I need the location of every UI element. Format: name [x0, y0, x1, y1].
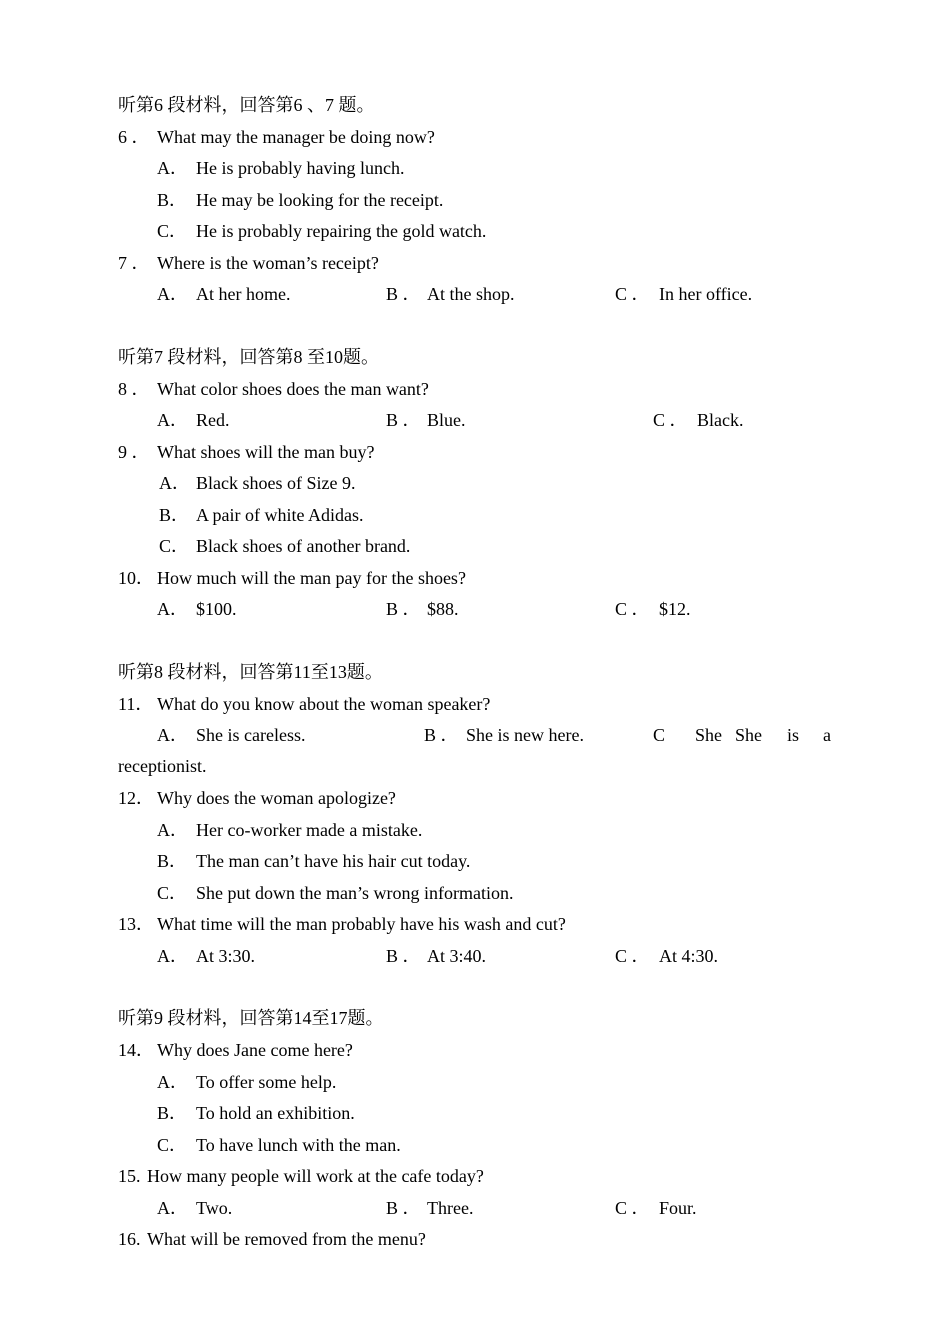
option-text: At 4:30. — [659, 946, 719, 966]
option-text: Red. — [196, 410, 230, 430]
option-text: $88. — [427, 599, 459, 619]
option-text: At 3:30. — [196, 946, 256, 966]
question-text: What shoes will the man buy? — [157, 442, 375, 462]
option-text: At her home. — [196, 284, 291, 304]
option-letter: C． — [157, 1135, 188, 1155]
option-letter: C． — [159, 536, 190, 556]
option-letter: A． — [157, 1198, 188, 1218]
option-text: Three. — [427, 1198, 474, 1218]
option-letter: A． — [159, 473, 190, 493]
option-letter: A． — [157, 599, 188, 619]
option-text: At 3:40. — [427, 946, 487, 966]
option-letter: A． — [157, 725, 188, 745]
option-text: The man can’t have his hair cut today. — [196, 851, 471, 871]
option-letter: C． — [157, 883, 188, 903]
option-letter: A． — [157, 158, 188, 178]
question-text: How many people will work at the cafe today? — [147, 1166, 484, 1186]
option-letter: C ． — [653, 410, 688, 430]
question-number: 10． — [118, 568, 154, 588]
option-text: $12. — [659, 599, 691, 619]
option-letter: B ． — [424, 725, 459, 745]
question-text: Where is the woman’s receipt? — [157, 253, 379, 273]
option-text: Black shoes of Size 9. — [196, 473, 356, 493]
question-number: 15. — [118, 1166, 141, 1186]
option-letter: B． — [157, 190, 188, 210]
question-number: 9 ． — [118, 442, 150, 462]
option-letter: A． — [157, 410, 188, 430]
option-letter: B． — [159, 505, 190, 525]
option-text: He is probably repairing the gold watch. — [196, 221, 487, 241]
option-letter: C ． — [615, 1198, 650, 1218]
question-text: What will be removed from the menu? — [147, 1229, 426, 1249]
option-letter: B ． — [386, 410, 421, 430]
option-text: Blue. — [427, 410, 466, 430]
option-text: To have lunch with the man. — [196, 1135, 401, 1155]
section-heading: 听第7 段材料，回答第8 至10题。 — [118, 347, 379, 367]
question-text: What time will the man probably have his wash and cut? — [157, 914, 566, 934]
option-letter: C — [653, 725, 666, 745]
option-letter: B ． — [386, 946, 421, 966]
section-heading: 听第9 段材料，回答第14至17题。 — [118, 1008, 384, 1028]
option-letter: B ． — [386, 599, 421, 619]
option-text: She is new here. — [466, 725, 584, 745]
question-number: 12． — [118, 788, 154, 808]
option-text: $100. — [196, 599, 237, 619]
option-text: A pair of white Adidas. — [196, 505, 364, 525]
option-letter: A． — [157, 284, 188, 304]
question-number: 14． — [118, 1040, 154, 1060]
option-text: At the shop. — [427, 284, 515, 304]
option-text: is — [787, 725, 800, 745]
question-number: 7 ． — [118, 253, 150, 273]
option-text: She is careless. — [196, 725, 306, 745]
option-text: She — [695, 725, 722, 745]
option-text: Four. — [659, 1198, 697, 1218]
question-number: 6 ． — [118, 127, 150, 147]
option-text: receptionist. — [118, 756, 207, 776]
question-number: 16. — [118, 1229, 141, 1249]
option-text: Black shoes of another brand. — [196, 536, 411, 556]
option-letter: C ． — [615, 284, 650, 304]
option-letter: B ． — [386, 284, 421, 304]
option-text: He is probably having lunch. — [196, 158, 405, 178]
question-number: 11． — [118, 694, 154, 714]
option-text: Her co-worker made a mistake. — [196, 820, 423, 840]
question-text: How much will the man pay for the shoes? — [157, 568, 466, 588]
question-text: What color shoes does the man want? — [157, 379, 429, 399]
option-letter: C． — [157, 221, 188, 241]
option-text: Two. — [196, 1198, 233, 1218]
option-letter: C ． — [615, 599, 650, 619]
option-letter: A． — [157, 946, 188, 966]
option-text: To hold an exhibition. — [196, 1103, 355, 1123]
question-text: Why does Jane come here? — [157, 1040, 353, 1060]
option-letter: A． — [157, 820, 188, 840]
option-letter: A． — [157, 1072, 188, 1092]
question-number: 8 ． — [118, 379, 150, 399]
option-text: She put down the man’s wrong information. — [196, 883, 514, 903]
option-letter: C ． — [615, 946, 650, 966]
option-letter: B． — [157, 1103, 188, 1123]
section-heading: 听第8 段材料，回答第11至13题。 — [118, 662, 383, 682]
option-text: He may be looking for the receipt. — [196, 190, 444, 210]
question-text: What do you know about the woman speaker? — [157, 694, 491, 714]
question-text: Why does the woman apologize? — [157, 788, 396, 808]
option-letter: B ． — [386, 1198, 421, 1218]
section-heading: 听第6 段材料，回答第6 、7 题。 — [118, 95, 375, 115]
question-text: What may the manager be doing now? — [157, 127, 435, 147]
option-text: She — [735, 725, 762, 745]
option-letter: B． — [157, 851, 188, 871]
option-text: a — [823, 725, 831, 745]
question-number: 13． — [118, 914, 154, 934]
option-text: In her office. — [659, 284, 753, 304]
option-text: Black. — [697, 410, 744, 430]
option-text: To offer some help. — [196, 1072, 337, 1092]
